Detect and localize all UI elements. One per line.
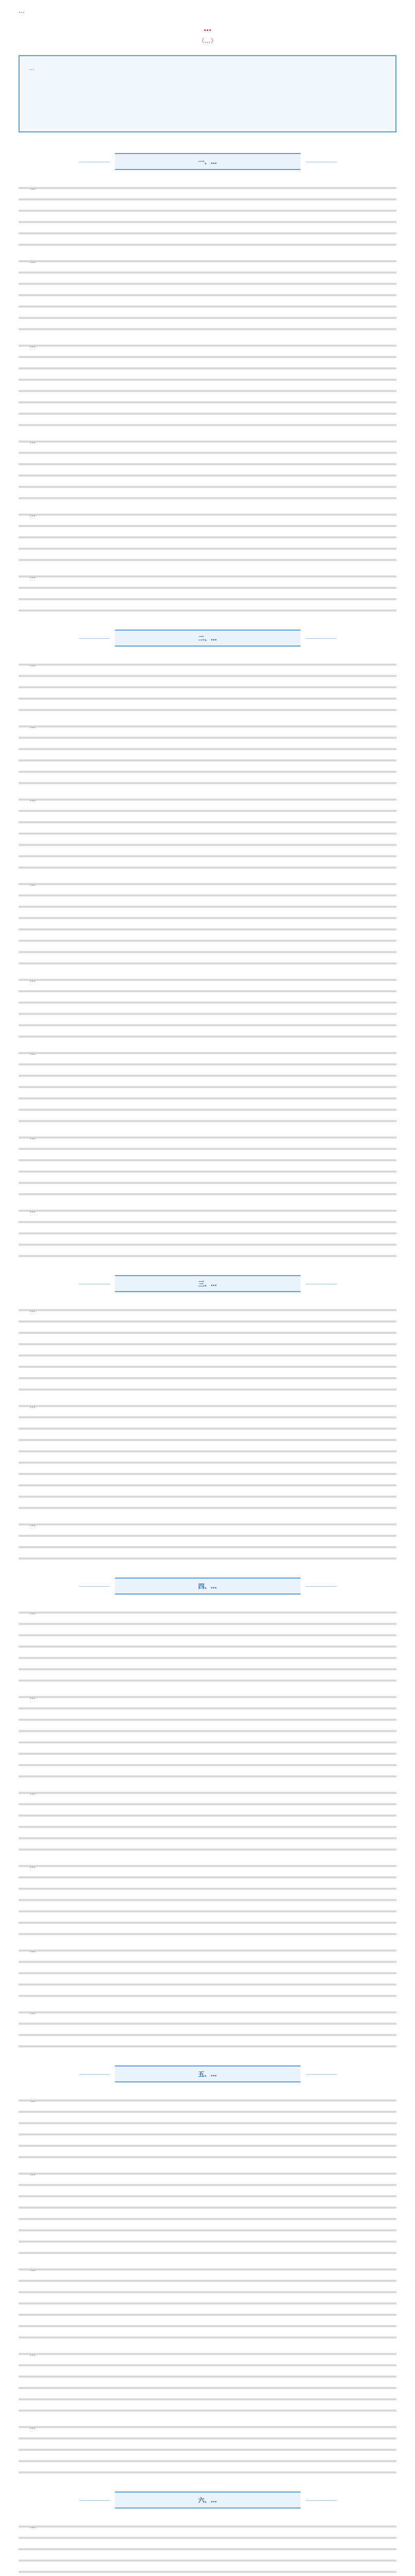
body-paragraph: …	[19, 1132, 396, 1200]
section-heading: 二、…	[115, 630, 301, 647]
section-heading: 一、…	[115, 153, 301, 170]
body-paragraph: …	[19, 571, 396, 616]
body-paragraph: …	[19, 659, 396, 716]
body-paragraph: …	[19, 794, 396, 873]
section-heading: 三、…	[115, 1275, 301, 1292]
section-heading: 五、…	[115, 2065, 301, 2082]
body-paragraph: …	[19, 1945, 396, 2002]
body-paragraph: …	[19, 2521, 396, 2576]
body-paragraph: …	[19, 2095, 396, 2163]
body-paragraph: …	[19, 2168, 396, 2259]
body-paragraph: …	[19, 1304, 396, 1395]
body-paragraph: …	[19, 1205, 396, 1262]
document-title: …	[204, 24, 211, 33]
document-date: （…）	[198, 37, 217, 44]
body-paragraph: …	[19, 1400, 396, 1514]
body-paragraph: …	[19, 2421, 396, 2478]
body-paragraph: …	[19, 2348, 396, 2416]
section	[19, 2492, 396, 2576]
body-paragraph: …	[19, 1607, 396, 1686]
body-paragraph: …	[19, 436, 396, 504]
body-paragraph: …	[19, 878, 396, 969]
section	[19, 1578, 396, 2052]
body-paragraph: …	[19, 1519, 396, 1564]
body-paragraph: …	[19, 182, 396, 250]
document-source-line: …	[19, 7, 25, 14]
section	[19, 153, 396, 616]
section-heading: 六、…	[115, 2492, 301, 2509]
body-paragraph: …	[19, 256, 396, 335]
summary-box	[19, 55, 396, 132]
body-paragraph: …	[19, 1860, 396, 1940]
body-paragraph: …	[19, 1787, 396, 1855]
body-paragraph: …	[19, 1047, 396, 1127]
section-heading: 四、…	[115, 1578, 301, 1595]
document-body	[19, 153, 396, 2576]
body-paragraph: …	[19, 721, 396, 789]
body-paragraph: …	[19, 1691, 396, 1782]
summary-text: …	[29, 65, 35, 72]
body-paragraph: …	[19, 2264, 396, 2343]
body-paragraph: …	[19, 509, 396, 566]
section	[19, 630, 396, 1262]
section	[19, 2065, 396, 2478]
section	[19, 1275, 396, 1564]
body-paragraph: …	[19, 340, 396, 431]
body-paragraph: …	[19, 974, 396, 1042]
body-paragraph: …	[19, 2007, 396, 2052]
